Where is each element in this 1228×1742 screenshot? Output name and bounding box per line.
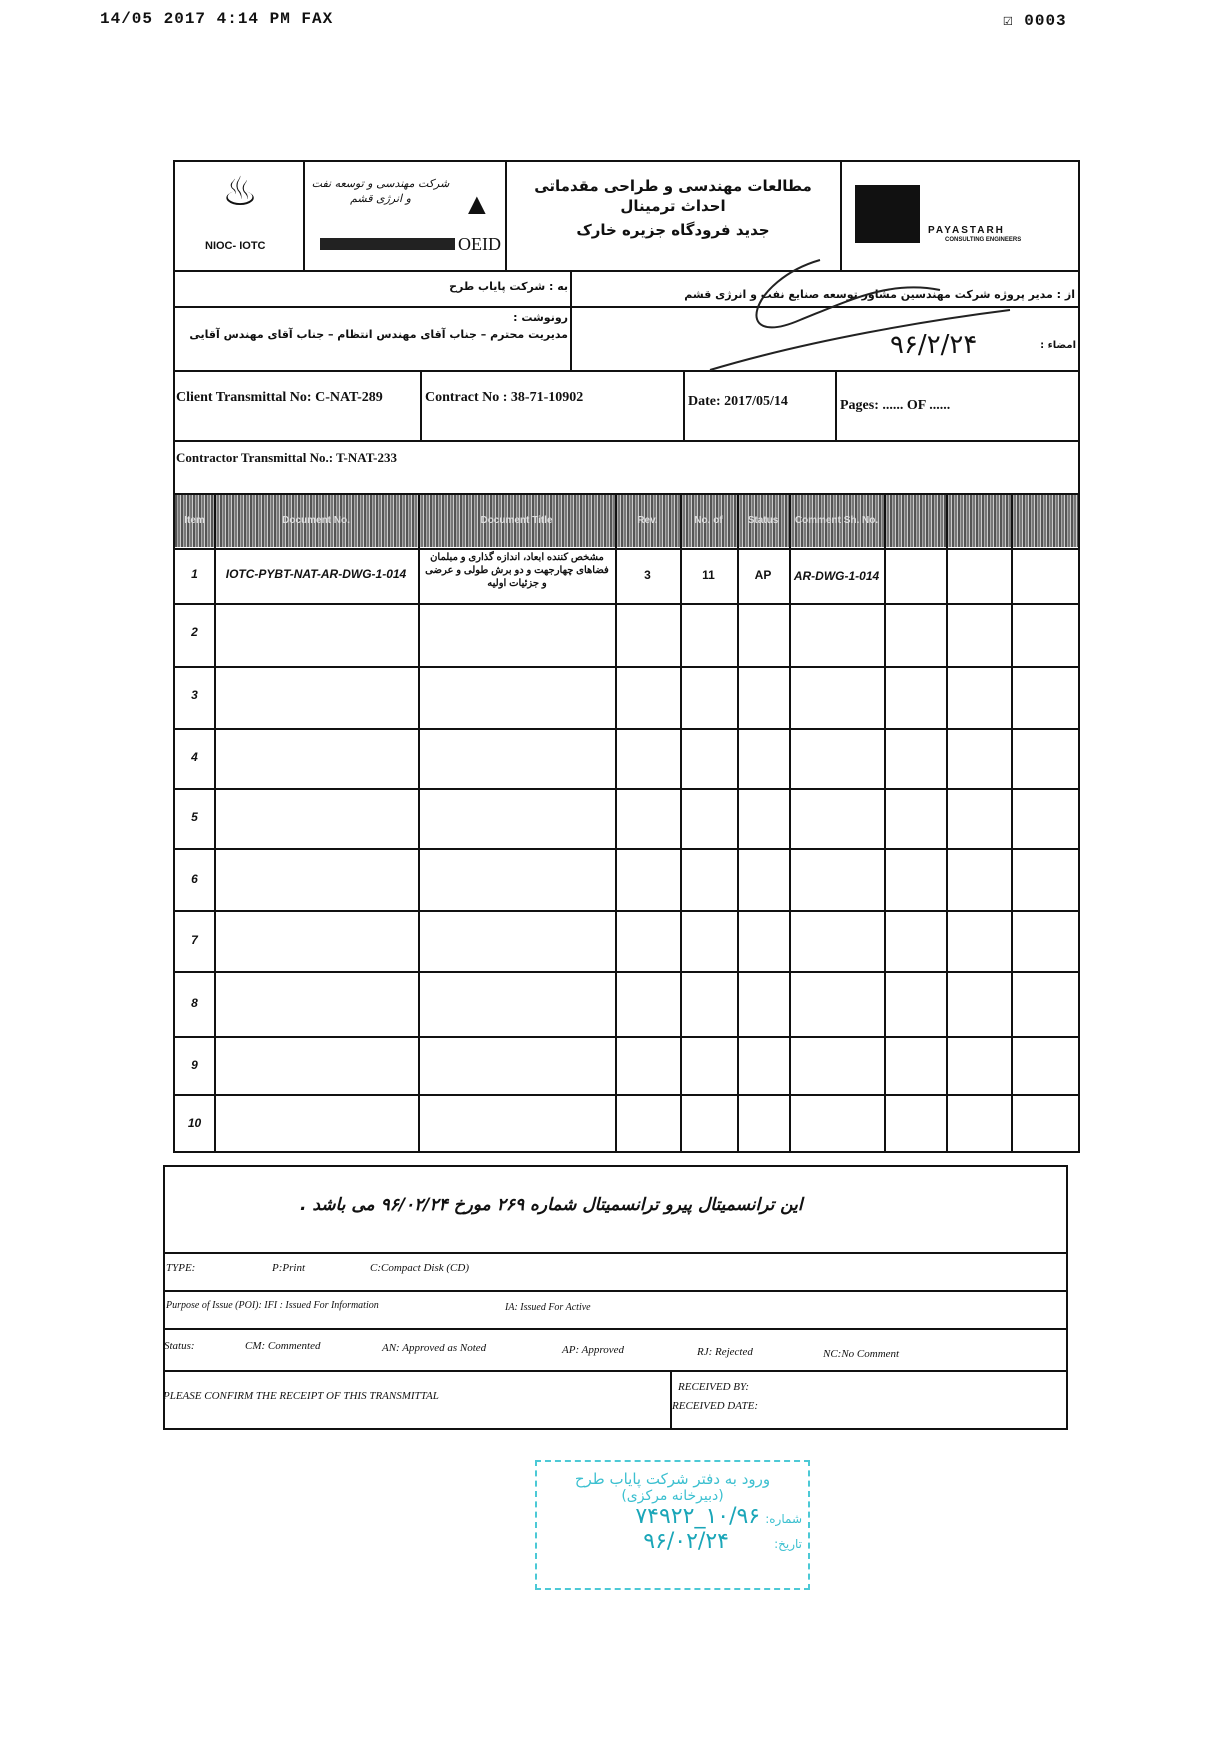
contract-no: Contract No : 38-71-10902	[425, 390, 584, 405]
row-6-item: 6	[191, 872, 198, 886]
confirm-receipt: PLEASE CONFIRM THE RECEIPT OF THIS TRANSMITTAL	[163, 1390, 439, 1402]
client-transmittal-no: Client Transmittal No: C-NAT-289	[176, 390, 383, 405]
nioc-label: NIOC- IOTC	[205, 240, 266, 252]
col-header-rev: Rev.	[615, 495, 680, 547]
oeid-drop-icon: ▲	[462, 188, 492, 221]
col-header-8	[884, 495, 946, 547]
fax-page	[1003, 10, 1067, 30]
row-1-title: مشخص کننده ابعاد، اندازه گذاری و مبلمان فضاهای چهارجهت و دو برش طولی و عرضی و جزئیات اولیه	[425, 552, 609, 589]
received-by: RECEIVED BY:	[678, 1381, 750, 1393]
payastarh-subtitle: CONSULTING ENGINEERS	[945, 237, 1022, 243]
contractor-transmittal-no: Contractor Transmittal No.: T-NAT-233	[176, 450, 397, 465]
type-cd: C:Compact Disk (CD)	[370, 1262, 469, 1274]
row-1-comment: AR-DWG-1-014	[793, 569, 880, 583]
pages-field: Pages: ...... OF ......	[840, 398, 951, 413]
status-ap: AP: Approved	[562, 1344, 625, 1356]
row-8-item: 8	[191, 996, 198, 1010]
stamp-number: ۱۰/۹۶_۷۴۹۲۲	[635, 1504, 761, 1529]
status-an: AN: Approved as Noted	[382, 1342, 487, 1354]
cc-value: مدیریت محترم – جناب آقای مهندس انتظام – جناب آقای مهندس آقایی	[189, 328, 568, 341]
stamp-number-label: شماره:	[765, 1512, 802, 1526]
status-cm: CM: Commented	[245, 1340, 321, 1352]
status-nc: NC:No Comment	[823, 1348, 900, 1360]
stamp-date-label: تاریخ:	[774, 1537, 802, 1551]
row-1-status: AP	[754, 568, 772, 582]
row-4-item: 4	[191, 750, 198, 764]
col-header-status: Status	[737, 495, 789, 547]
from-field: از : مدیر پروژه شرکت مهندسین مشاور توسعه صنایع نفت و انرژی قشم	[684, 288, 1075, 301]
col-header-title: Document Title	[418, 495, 615, 547]
cc-label: رونوشت :	[513, 311, 568, 324]
stamp-title: ورود به دفتر شرکت پایاب طرح	[574, 1470, 771, 1488]
col-header-sheets: No. of	[680, 495, 737, 547]
signature-label: امضاء :	[1040, 340, 1076, 351]
transmittal-date: Date: 2017/05/14	[688, 394, 788, 409]
col-header-doc-no: Document No.	[214, 495, 418, 547]
row-1-doc-no: IOTC-PYBT-NAT-AR-DWG-1-014	[225, 567, 407, 581]
nioc-logo: ♨	[222, 169, 258, 214]
checkbox-icon: ☑	[1003, 12, 1025, 30]
to-field: به : شرکت پایاب طرح	[449, 280, 568, 293]
col-header-item: Item	[175, 495, 214, 547]
row-10-item: 10	[187, 1116, 202, 1130]
oeid-persian-name: شرکت مهندسی و توسعه نفت و انرژی قشم	[311, 177, 450, 205]
fax-header: 14/05 2017 4:14 PM FAX	[100, 10, 334, 28]
row-9-item: 9	[191, 1058, 198, 1072]
row-3-item: 3	[191, 688, 198, 702]
type-print: P:Print	[272, 1262, 305, 1274]
poi-ia: IA: Issued For Active	[505, 1302, 591, 1313]
col-header-9	[946, 495, 1011, 547]
row-2-item: 2	[191, 625, 198, 639]
type-label: TYPE:	[166, 1262, 196, 1274]
poi-ifi: Purpose of Issue (POI): IFI : Issued For Information	[166, 1300, 379, 1311]
stamp-date: ۹۶/۰۲/۲۴	[643, 1529, 729, 1554]
fax-page-number: 0003	[1024, 12, 1067, 30]
registration-stamp	[535, 1460, 810, 1590]
row-1-item: 1	[191, 567, 198, 581]
row-1-rev: 3	[644, 568, 651, 582]
col-header-10	[1011, 495, 1078, 547]
col-header-comment: Comment Sh. No.	[789, 495, 884, 547]
row-7-item: 7	[191, 933, 198, 947]
row-1-sheets: 11	[702, 568, 715, 582]
row-5-item: 5	[191, 810, 198, 824]
project-title-line2: جدید فرودگاه جزیره خارک	[576, 221, 770, 239]
payastarh-logo	[855, 185, 920, 243]
payastarh-name: PAYASTARH	[928, 225, 1005, 236]
stamp-subtitle: (دبیرخانه مرکزی)	[621, 1488, 724, 1504]
project-title-line1: مطالعات مهندسی و طراحی مقدماتی احداث ترمینال	[534, 177, 812, 215]
oeid-label: OEID	[458, 234, 501, 254]
oeid-bar	[320, 238, 455, 250]
signature-date: ۹۶/۲/۲۴	[890, 330, 978, 360]
received-date: RECEIVED DATE:	[672, 1400, 759, 1412]
status-label: Status:	[164, 1340, 195, 1352]
reference-note: این ترانسمیتال پیرو ترانسمیتال شماره ۲۶۹ مورخ ۹۶/۰۲/۲۴ می باشد .	[300, 1195, 803, 1215]
status-rj: RJ: Rejected	[697, 1346, 753, 1358]
